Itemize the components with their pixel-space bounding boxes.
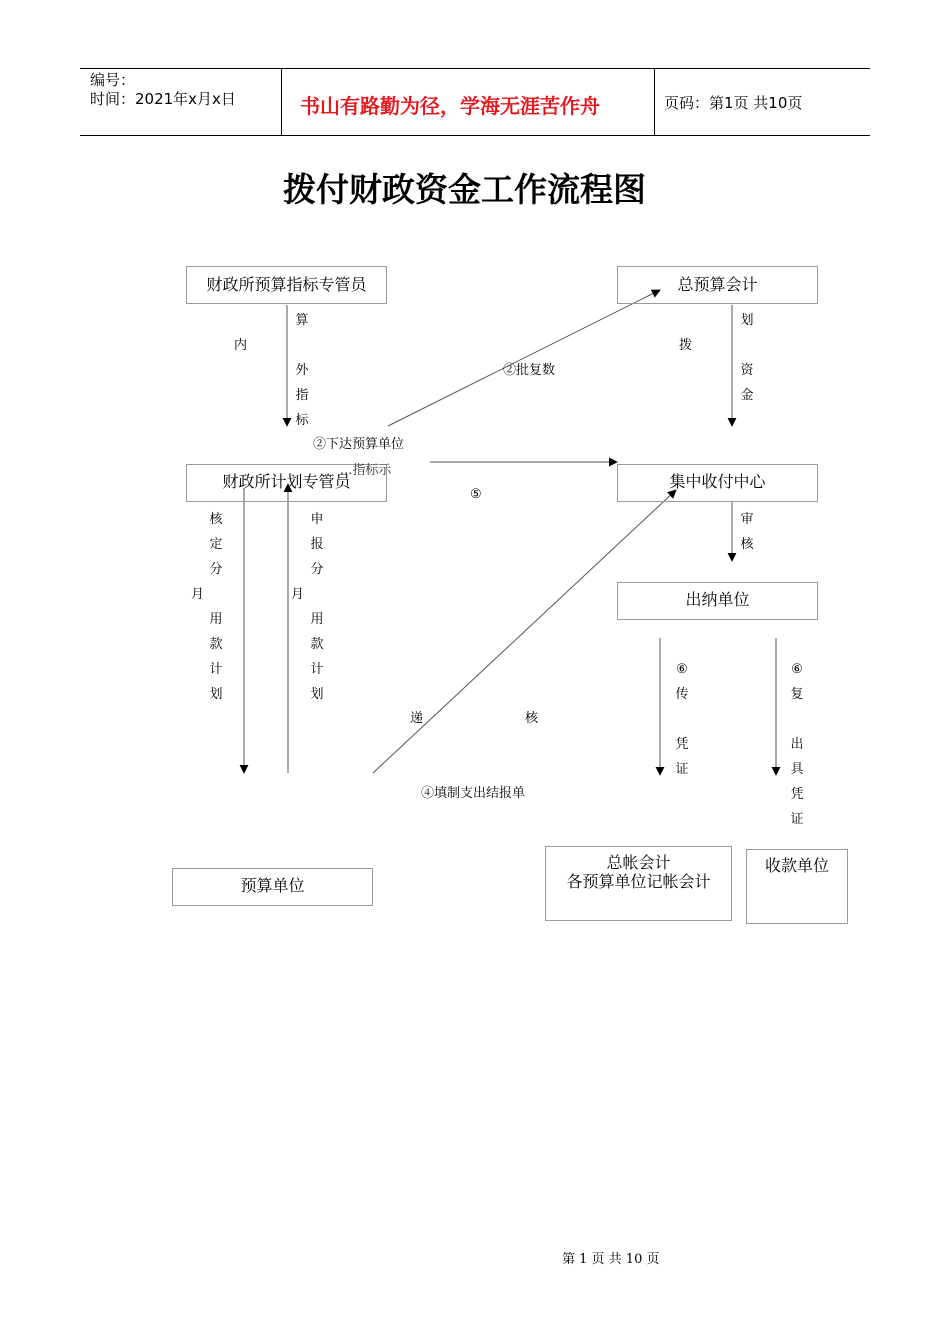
label-col-left1: 核 定 分 用 款 计 划 (209, 512, 223, 702)
box-plan-manager: 财政所计划专管员 (186, 464, 387, 502)
box-payment-center: 集中收付中心 (617, 464, 818, 502)
label-col-transfer: ⑥ 传 凭 证 (675, 662, 689, 777)
label-he: 核 (525, 711, 539, 726)
label-col-shenhe: 审 核 (740, 512, 754, 552)
label-issue-line1: ②下达预算单位 (313, 437, 405, 452)
label-di: 递 (410, 711, 424, 726)
general-ledger-line2: 各预算单位记帐会计 (566, 872, 711, 891)
label-approve: ②批复数 (503, 363, 556, 378)
box-budget-index-manager: 财政所预算指标专管员 (186, 266, 387, 304)
box-general-ledger (545, 846, 732, 921)
box-cashier: 出纳单位 (617, 582, 818, 620)
page-info: 页码：第1页 共10页 (664, 94, 803, 112)
general-ledger-line1: 总帐会计 (606, 853, 671, 872)
label-bo: 拨 (679, 338, 693, 353)
label-col-left2: 申 报 分 用 款 计 划 (310, 512, 324, 702)
box-budget-unit: 预算单位 (172, 868, 373, 906)
label-nei: 内 (234, 338, 248, 353)
label-col-recheck: ⑥ 复 出 具 凭 证 (790, 662, 804, 827)
label-yue-left: 月 (191, 587, 205, 602)
box-payee: 收款单位 (746, 849, 848, 924)
label-yue-right: 月 (291, 587, 305, 602)
page-footer: 第 1 页 共 10 页 (562, 1252, 660, 1267)
motto: 书山有路勤为径，学海无涯苦作舟 (300, 94, 600, 118)
label-col-suan: 算 外 指 标 (295, 313, 309, 428)
label-col-hua: 划 资 金 (740, 313, 754, 403)
document-time: 时间：2021年x月x日 (90, 90, 236, 108)
label-circle5: ⑤ (470, 487, 482, 502)
label-issue-line2: ...指标示 (340, 463, 392, 478)
label-fill: ④填制支出结报单 (421, 786, 526, 801)
page-title: 拨付财政资金工作流程图 (283, 170, 646, 209)
document-number: 编号： (90, 71, 136, 89)
box-chief-budget-accountant: 总预算会计 (617, 266, 818, 304)
